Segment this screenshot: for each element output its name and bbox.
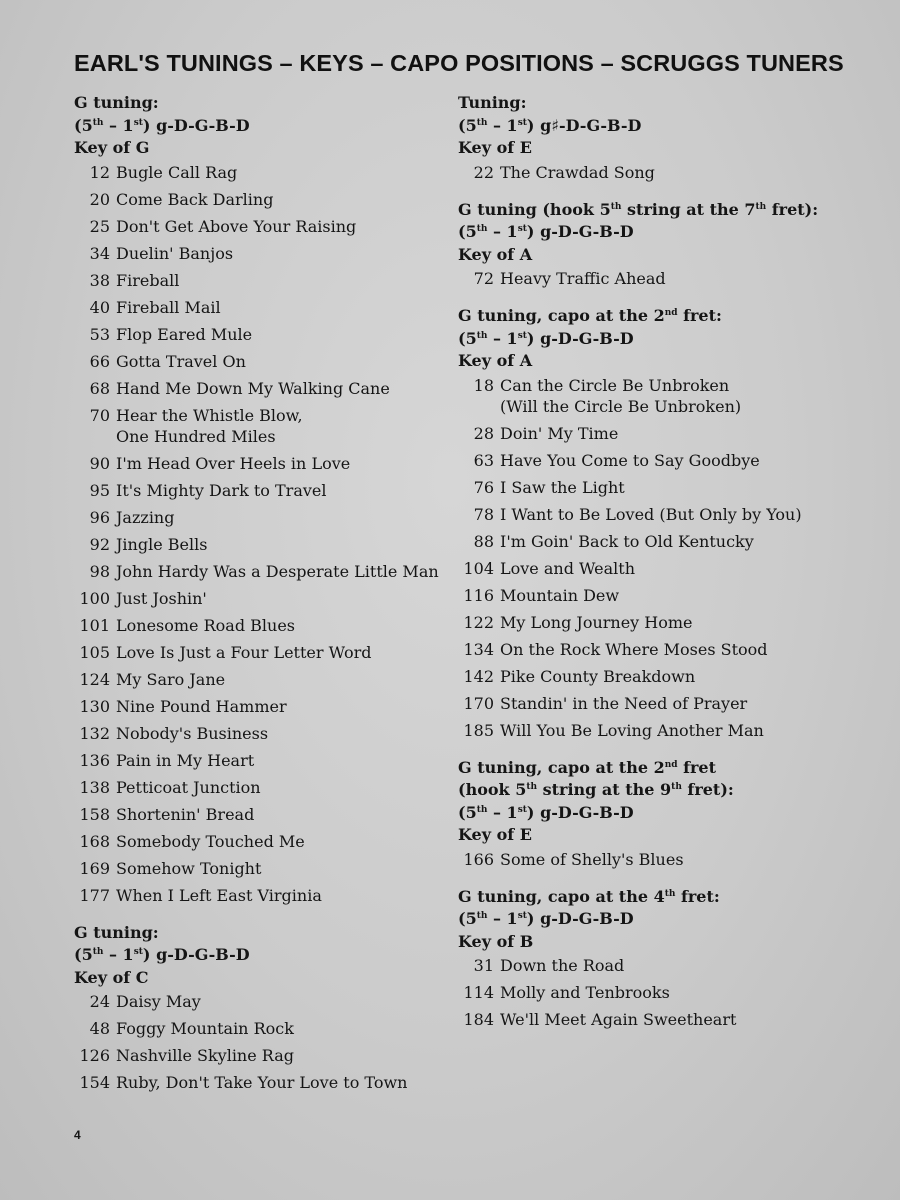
song-page-number: 122: [463, 612, 494, 632]
song-page-number: 158: [79, 804, 110, 824]
song-page-number: 96: [89, 507, 110, 527]
song-entry: [74, 1045, 446, 1066]
song-entry: [74, 189, 446, 210]
song-title: I Saw the Light: [500, 477, 625, 497]
song-title: Come Back Darling: [116, 189, 274, 209]
song-title: The Crawdad Song: [500, 162, 655, 182]
tuning-heading: (5th – 1st) g-D-G-B-D: [458, 802, 634, 822]
song-page-number: 12: [89, 162, 110, 182]
song-page-number: 34: [89, 243, 110, 263]
song-list: [458, 375, 878, 741]
tuning-heading: G tuning, capo at the 4th fret:: [458, 886, 720, 906]
song-entry: [458, 477, 878, 498]
tuning-section: [458, 886, 878, 1031]
song-entry: [74, 453, 446, 474]
song-page-number: 170: [463, 693, 494, 713]
tuning-heading: (5th – 1st) g-D-G-B-D: [74, 945, 250, 964]
tuning-heading: G tuning, capo at the 2nd fret: [458, 757, 716, 777]
song-page-number: 63: [473, 450, 494, 470]
song-page-number: 105: [79, 642, 110, 662]
song-page-number: 78: [473, 504, 494, 524]
song-title: Down the Road: [500, 956, 625, 975]
song-page-number: 154: [79, 1073, 110, 1092]
song-title: We'll Meet Again Sweetheart: [500, 1010, 737, 1029]
song-entry: [458, 1009, 878, 1030]
song-title: Don't Get Above Your Raising: [116, 216, 357, 236]
song-title: Bugle Call Rag: [116, 162, 238, 182]
song-page-number: 76: [473, 477, 494, 497]
song-entry: [458, 162, 878, 183]
left-column: [74, 92, 446, 1109]
song-title: Nobody's Business: [116, 723, 269, 743]
song-page-number: 20: [89, 189, 110, 209]
song-entry: [74, 858, 446, 879]
song-title: Nine Pound Hammer: [116, 696, 287, 716]
key-heading: Key of E: [458, 825, 532, 844]
song-page-number: 70: [89, 405, 110, 425]
song-list: [458, 268, 878, 289]
song-entry: [74, 750, 446, 771]
tuning-heading: G tuning:: [74, 93, 159, 112]
song-title: Pain in My Heart: [116, 750, 255, 770]
page-number: 4: [74, 1128, 81, 1142]
song-page-number: 18: [473, 375, 494, 395]
song-entry: [74, 669, 446, 690]
song-entry: [458, 955, 878, 976]
song-page-number: 92: [89, 534, 110, 554]
tuning-heading: (hook 5th string at the 9th fret):: [458, 780, 734, 799]
song-entry: [74, 378, 446, 399]
song-list: [74, 991, 446, 1093]
song-entry: [74, 804, 446, 825]
song-entry: [458, 612, 878, 633]
song-page-number: 169: [79, 858, 110, 878]
tuning-heading: (5th – 1st) g-D-G-B-D: [458, 222, 634, 241]
song-page-number: 28: [473, 423, 494, 443]
song-title: Have You Come to Say Goodbye: [500, 450, 760, 470]
song-title: Heavy Traffic Ahead: [500, 269, 666, 288]
tuning-section: [74, 92, 446, 906]
song-entry: [458, 849, 878, 870]
song-title: Doin' My Time: [500, 423, 619, 443]
song-entry: [74, 615, 446, 636]
song-entry: [74, 777, 446, 798]
song-page-number: 101: [79, 615, 110, 635]
song-title: Some of Shelly's Blues: [500, 849, 684, 869]
song-page-number: 124: [79, 669, 110, 689]
song-page-number: 95: [89, 480, 110, 500]
song-title: Hear the Whistle Blow, One Hundred Miles: [116, 405, 303, 446]
tuning-heading: (5th – 1st) g-D-G-B-D: [458, 328, 634, 348]
right-column: [458, 92, 878, 1046]
song-entry: [74, 561, 446, 582]
song-entry: [74, 991, 446, 1012]
song-page-number: 48: [89, 1019, 110, 1038]
song-entry: [74, 642, 446, 663]
song-title: Love and Wealth: [500, 558, 636, 578]
song-page-number: 24: [89, 992, 110, 1011]
song-page-number: 40: [89, 297, 110, 317]
tuning-heading: (5th – 1st) g-D-G-B-D: [74, 115, 250, 135]
tuning-heading: G tuning, capo at the 2nd fret:: [458, 306, 722, 325]
song-page-number: 184: [463, 1010, 494, 1029]
song-title: Somebody Touched Me: [116, 831, 305, 851]
song-title: Ruby, Don't Take Your Love to Town: [116, 1073, 408, 1092]
song-page-number: 90: [89, 453, 110, 473]
song-entry: [458, 558, 878, 579]
song-page-number: 88: [473, 531, 494, 551]
song-entry: [74, 351, 446, 372]
song-page-number: 66: [89, 351, 110, 371]
song-title: Petticoat Junction: [116, 777, 261, 797]
song-page-number: 132: [79, 723, 110, 743]
song-entry: [74, 1018, 446, 1039]
song-title: My Long Journey Home: [500, 612, 693, 632]
song-page-number: 166: [463, 849, 494, 869]
song-page-number: 116: [463, 585, 494, 605]
song-title: Foggy Mountain Rock: [116, 1019, 294, 1038]
song-entry: [458, 450, 878, 471]
song-title: Just Joshin': [116, 588, 207, 608]
song-entry: [458, 423, 878, 444]
tuning-heading: (5th – 1st) g♯-D-G-B-D: [458, 115, 642, 135]
tuning-heading: Tuning:: [458, 93, 527, 112]
song-page-number: 100: [79, 588, 110, 608]
song-entry: [458, 585, 878, 606]
song-page-number: 134: [463, 639, 494, 659]
song-title: Can the Circle Be Unbroken (Will the Circle Be Unbroken): [500, 375, 742, 416]
song-title: Hand Me Down My Walking Cane: [116, 378, 390, 398]
song-title: Fireball: [116, 270, 180, 290]
song-entry: [74, 723, 446, 744]
song-entry: [458, 375, 878, 417]
song-title: I'm Head Over Heels in Love: [116, 453, 351, 473]
song-title: On the Rock Where Moses Stood: [500, 639, 768, 659]
song-page-number: 136: [79, 750, 110, 770]
tuning-section: [458, 757, 878, 870]
tuning-section: [74, 922, 446, 1094]
song-entry: [458, 531, 878, 552]
song-entry: [74, 885, 446, 906]
song-page-number: 114: [463, 983, 494, 1002]
song-title: Love Is Just a Four Letter Word: [116, 642, 372, 662]
song-entry: [74, 534, 446, 555]
song-entry: [74, 270, 446, 291]
song-title: Duelin' Banjos: [116, 243, 234, 263]
song-page-number: 177: [79, 885, 110, 905]
song-entry: [74, 324, 446, 345]
song-title: Pike County Breakdown: [500, 666, 696, 686]
song-page-number: 130: [79, 696, 110, 716]
song-entry: [458, 639, 878, 660]
song-title: Somehow Tonight: [116, 858, 262, 878]
key-heading: Key of B: [458, 931, 534, 951]
tuning-section: [458, 199, 878, 290]
song-title: Nashville Skyline Rag: [116, 1046, 294, 1065]
key-heading: Key of C: [74, 967, 149, 987]
key-heading: Key of E: [458, 138, 532, 157]
song-title: I Want to Be Loved (But Only by You): [500, 504, 802, 524]
song-entry: [458, 982, 878, 1003]
song-title: Daisy May: [116, 992, 201, 1011]
song-entry: [74, 1072, 446, 1093]
song-page-number: 72: [473, 269, 494, 288]
song-entry: [74, 243, 446, 264]
song-entry: [74, 216, 446, 237]
song-entry: [74, 507, 446, 528]
song-entry: [74, 831, 446, 852]
song-title: When I Left East Virginia: [116, 885, 322, 905]
song-entry: [458, 504, 878, 525]
song-title: Shortenin' Bread: [116, 804, 255, 824]
song-page-number: 22: [473, 162, 494, 182]
song-entry: [74, 480, 446, 501]
tuning-heading: G tuning (hook 5th string at the 7th fret):: [458, 199, 819, 219]
song-entry: [74, 696, 446, 717]
song-title: Fireball Mail: [116, 297, 221, 317]
song-title: Will You Be Loving Another Man: [500, 720, 764, 740]
song-title: John Hardy Was a Desperate Little Man: [116, 561, 439, 581]
tuning-heading: G tuning:: [74, 922, 159, 942]
song-list: [458, 955, 878, 1030]
song-entry: [74, 405, 446, 447]
song-page-number: 31: [473, 956, 494, 975]
song-entry: [74, 297, 446, 318]
song-page-number: 98: [89, 561, 110, 581]
song-list: [458, 162, 878, 183]
song-title: I'm Goin' Back to Old Kentucky: [500, 531, 754, 551]
key-heading: Key of A: [458, 244, 533, 264]
song-title: Mountain Dew: [500, 585, 620, 605]
song-page-number: 126: [79, 1046, 110, 1065]
song-page-number: 38: [89, 270, 110, 290]
song-page-number: 68: [89, 378, 110, 398]
song-title: It's Mighty Dark to Travel: [116, 480, 327, 500]
tuning-section: [458, 305, 878, 741]
song-page-number: 138: [79, 777, 110, 797]
song-page-number: 25: [89, 216, 110, 236]
song-entry: [458, 666, 878, 687]
song-entry: [74, 588, 446, 609]
song-entry: [74, 162, 446, 183]
song-list: [74, 162, 446, 906]
song-title: Jingle Bells: [116, 534, 208, 554]
tuning-section: [458, 92, 878, 183]
song-title: Molly and Tenbrooks: [500, 983, 670, 1002]
song-list: [458, 849, 878, 870]
song-title: Standin' in the Need of Prayer: [500, 693, 748, 713]
song-page-number: 104: [463, 558, 494, 578]
tuning-heading: (5th – 1st) g-D-G-B-D: [458, 909, 634, 928]
song-title: My Saro Jane: [116, 669, 226, 689]
song-page-number: 53: [89, 324, 110, 344]
page-title: EARL'S TUNINGS – KEYS – CAPO POSITIONS – SCRUGGS TUNERS: [74, 50, 844, 76]
song-entry: [458, 693, 878, 714]
song-title: Jazzing: [116, 507, 175, 527]
song-title: Lonesome Road Blues: [116, 615, 296, 635]
song-page-number: 168: [79, 831, 110, 851]
song-title: Flop Eared Mule: [116, 324, 253, 344]
key-heading: Key of A: [458, 351, 533, 370]
song-page-number: 142: [463, 666, 494, 686]
song-title: Gotta Travel On: [116, 351, 246, 371]
song-entry: [458, 268, 878, 289]
key-heading: Key of G: [74, 138, 150, 157]
song-entry: [458, 720, 878, 741]
song-page-number: 185: [463, 720, 494, 740]
